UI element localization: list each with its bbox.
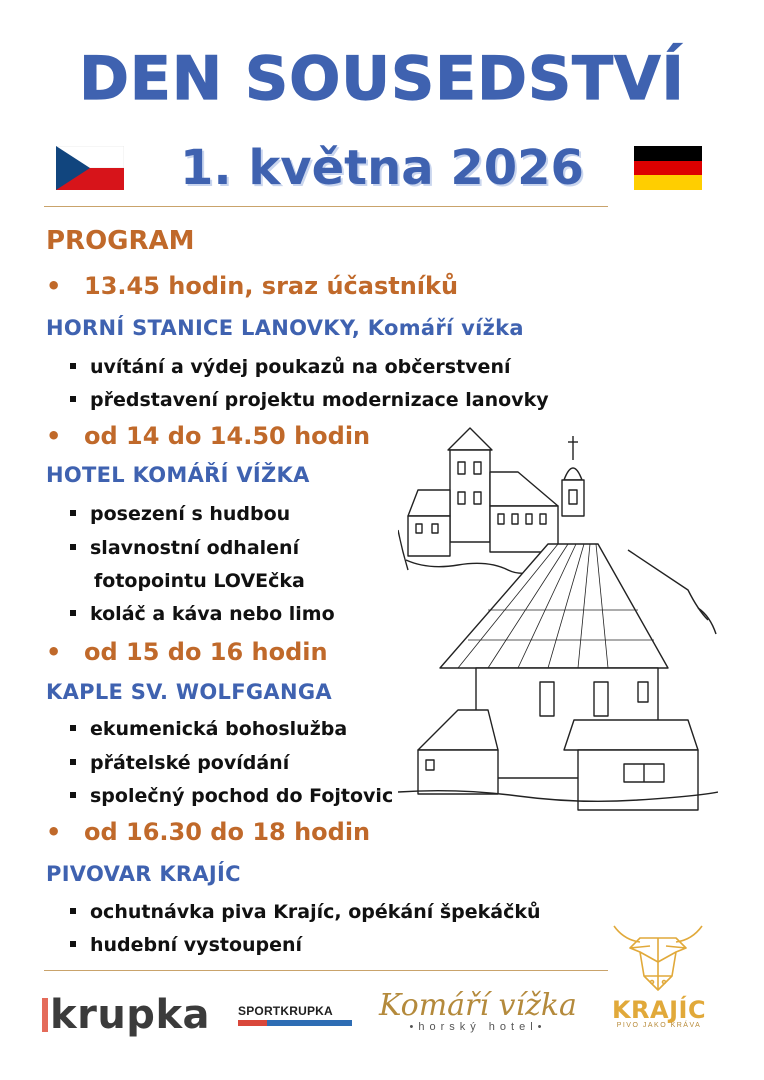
program-item-label: slavnostní odhalení [90,537,300,559]
program-item [70,356,510,378]
sport-prefix: SPORT [238,1004,281,1018]
krajic-name: KRAJÍC [611,996,707,1024]
bullet-dot-icon: • [46,638,62,666]
program-item-continuation: fotopointu LOVEčka [94,570,305,592]
krupka-logo [42,992,210,1038]
program-item-label: ekumenická bohoslužba [90,718,348,740]
sport-krupka-text [238,1004,352,1018]
page-title: DEN SOUSEDSTVÍ [79,44,685,114]
krajic-tagline: PIVO JAKO KRÁVA [616,1022,702,1029]
bullet-dot-icon: • [46,422,62,450]
sport-suffix: KRUPKA [280,1004,333,1018]
divider-bottom [44,970,608,971]
program-item-label: koláč a káva nebo limo [90,603,335,625]
program-item [70,603,335,625]
chapel-sketch-icon [398,420,718,830]
square-bullet-icon [70,725,76,731]
program-time-2 [46,422,370,450]
krajic-bull-icon [606,912,710,994]
square-bullet-icon [70,610,76,616]
square-bullet-icon [70,792,76,798]
komari-sub-label: horský hotel [418,1021,538,1033]
program-item [70,752,289,774]
program-heading: PROGRAM [46,226,195,256]
komari-vizka-logo [378,988,578,1033]
program-item-label: ochutnávka piva Krajíc, opékání špekáčků [90,901,541,923]
square-bullet-icon [70,363,76,369]
program-item-label: představení projektu modernizace lanovky [90,389,549,411]
program-item-label: přátelské povídání [90,752,290,774]
krajic-logo [604,996,714,1029]
program-item-label: posezení s hudbou [90,503,291,525]
event-date: 1. května 2026 [180,140,584,196]
square-bullet-icon [70,908,76,914]
program-item [70,934,302,956]
program-item-label: hudební vystoupení [90,934,303,956]
sport-krupka-logo [238,1004,352,1026]
square-bullet-icon [70,759,76,765]
program-item [70,785,393,807]
program-place-4: PIVOVAR KRAJÍC [46,862,241,886]
komari-sub-text: •horský hotel• [409,1021,547,1033]
bullet-dot-icon: • [46,818,62,846]
program-item-label: společný pochod do Fojtovic [90,785,394,807]
program-item [70,718,347,740]
square-bullet-icon [70,396,76,402]
program-time-label: 13.45 hodin, sraz účastníků [84,272,459,300]
program-time-3 [46,638,328,666]
square-bullet-icon [70,544,76,550]
krupka-bar-icon [42,998,48,1032]
program-item [70,537,299,559]
program-time-label: od 16.30 do 18 hodin [84,818,371,846]
program-place-2: HOTEL KOMÁŘÍ VÍŽKA [46,463,310,487]
program-place-3: KAPLE SV. WOLFGANGA [46,680,332,704]
program-item-label: uvítání a výdej poukazů na občerstvení [90,356,511,378]
komari-script-text: Komáří vížka [379,988,577,1023]
program-time-1 [46,272,458,300]
square-bullet-icon [70,510,76,516]
program-time-label: od 14 do 14.50 hodin [84,422,371,450]
program-time-4 [46,818,370,846]
program-item [70,503,290,525]
bullet-dot-icon: • [46,272,62,300]
square-bullet-icon [70,941,76,947]
german-flag-icon [634,146,702,190]
program-time-label: od 15 do 16 hodin [84,638,328,666]
program-place-1: HORNÍ STANICE LANOVKY, Komáří vížka [46,316,524,340]
sport-krupka-bars-icon [238,1020,352,1026]
krupka-logo-text: krupka [50,992,211,1038]
program-item [70,901,541,923]
program-item [70,389,549,411]
divider-top [44,206,608,207]
